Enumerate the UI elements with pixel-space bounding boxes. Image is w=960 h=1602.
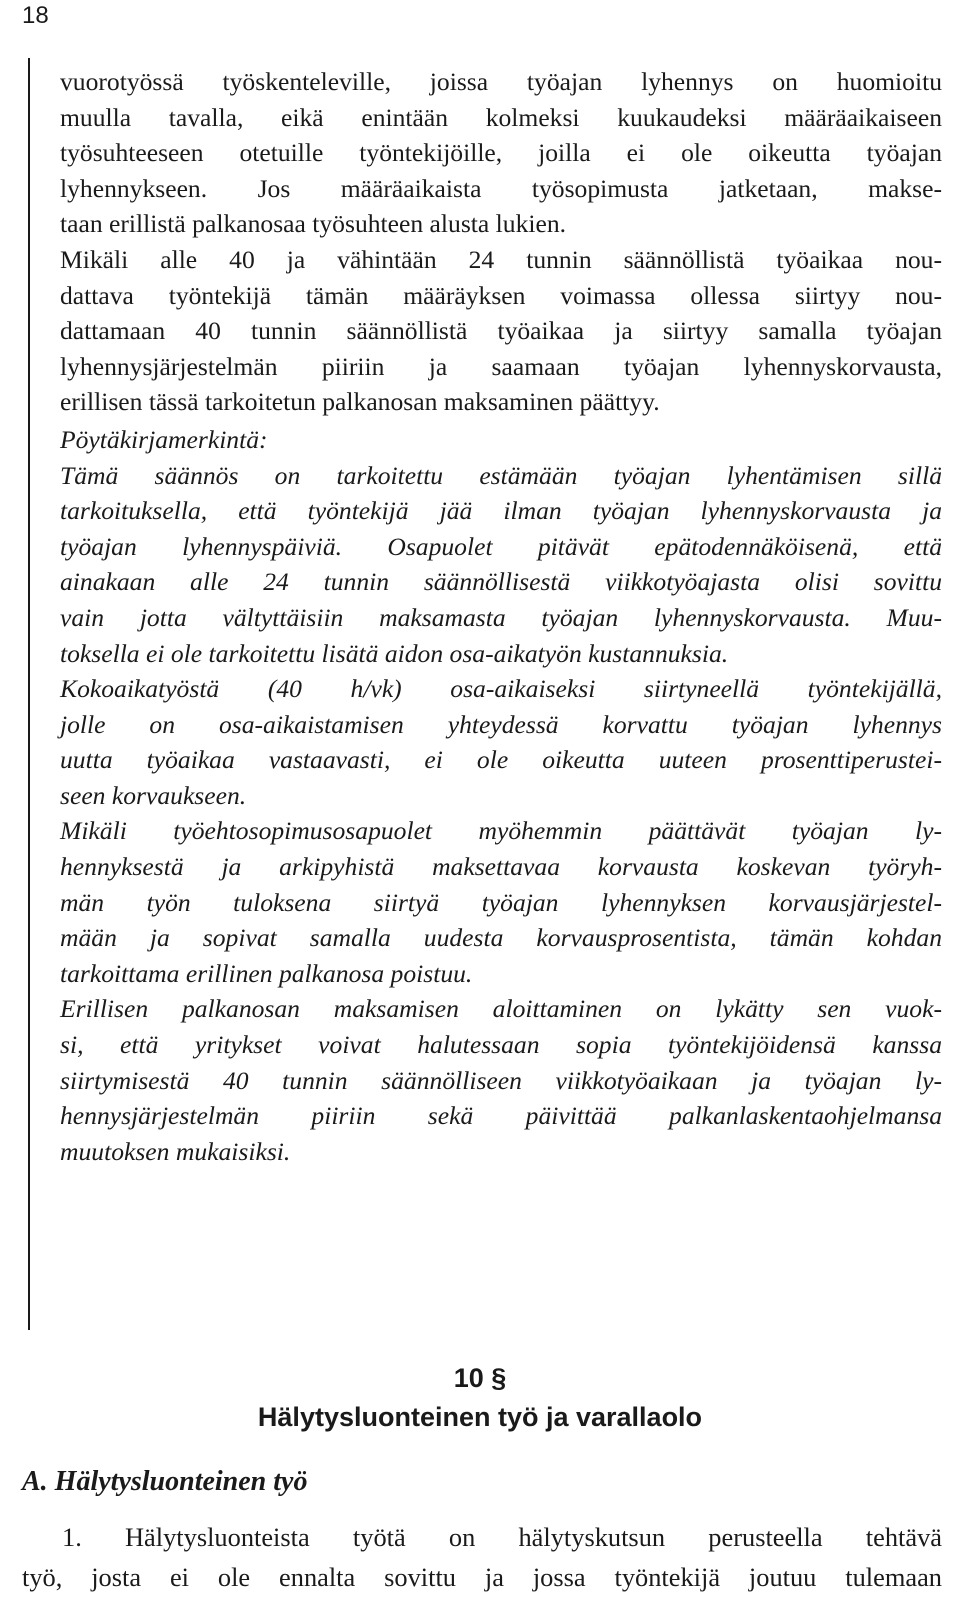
text-line: toksella ei ole tarkoitettu lisätä aidon osa-aikatyön kustannuksia. (60, 638, 729, 668)
note-label: Pöytäkirjamerkintä: (60, 424, 268, 454)
page-number: 18 (22, 2, 49, 29)
text-line: Tämä säännös on tarkoitettu estämään työajan lyhentämisen sillä (60, 460, 942, 490)
text-line: uutta työaikaa vastaavasti, ei ole oikeutta uuteen prosenttiperustei- (60, 745, 942, 775)
change-bar (28, 58, 30, 1330)
note-paragraph-2 (60, 671, 942, 813)
note-paragraph-3 (60, 813, 942, 991)
paragraph-1 (60, 64, 942, 242)
text-line: tarkoituksella, että työntekijä jää ilman työajan lyhennyskorvausta ja (60, 496, 942, 526)
text-line: män työn tuloksena siirtyä työajan lyhennyksen korvausjärjestel- (60, 887, 942, 917)
text-line: dattava työntekijä tämän määräyksen voimassa ollessa siirtyy nou- (60, 280, 942, 310)
text-line: ainakaan alle 24 tunnin säännöllisestä viikkotyöajasta olisi sovittu (60, 567, 942, 597)
text-line: mään ja sopivat samalla uudesta korvausprosentista, tämän kohdan (60, 923, 942, 953)
section-number: 10 § (453, 1363, 507, 1393)
text-line: työajan lyhennyspäiviä. Osapuolet pitävät epätodennäköisenä, että (60, 531, 942, 561)
text-line: Mikäli alle 40 ja vähintään 24 tunnin säännöllistä työaikaa nou- (60, 244, 942, 274)
text-line: työsuhteeseen otetuille työntekijöille, joilla ei ole oikeutta työajan (60, 138, 942, 168)
text-line: muulla tavalla, eikä enintään kolmeksi kuukaudeksi määräaikaiseen (60, 102, 942, 132)
text-line: vain jotta vältyttäisiin maksamasta työajan lyhennyskorvausta. Muu- (60, 602, 942, 632)
paragraph-2 (60, 242, 942, 420)
text-line: si, että yritykset voivat halutessaan sopia työntekijöidensä kanssa (60, 1030, 942, 1060)
text-line: Kokoaikatyöstä (40 h/vk) osa-aikaiseksi siirtyneellä työntekijällä, (60, 674, 942, 704)
text-line: lyhennysjärjestelmän piiriin ja saamaan työajan lyhennyskorvausta, (60, 351, 942, 381)
subsection-heading: A. Hälytysluonteinen työ (22, 1466, 308, 1497)
text-line: työ, josta ei ole ennalta sovittu ja jossa työntekijä joutuu tulemaan (22, 1562, 942, 1592)
note-paragraph-4 (60, 991, 942, 1169)
section-title: Hälytysluonteinen työ ja varallaolo (257, 1402, 703, 1432)
text-line: tarkoittama erillinen palkanosa poistuu. (60, 958, 473, 988)
body-text (60, 64, 942, 1169)
text-line: seen korvaukseen. (60, 780, 247, 810)
text-line: siirtymisestä 40 tunnin säännölliseen viikkotyöaikaan ja työajan ly- (60, 1065, 942, 1095)
item-1 (22, 1517, 942, 1597)
text-line: muutoksen mukaisiksi. (60, 1136, 291, 1166)
text-line: 1. Hälytysluonteista työtä on hälytyskutsun perusteella tehtävä (62, 1522, 942, 1552)
note-paragraph-1 (60, 458, 942, 672)
text-line: jolle on osa-aikaistamisen yhteydessä korvattu työajan lyhennys (60, 709, 942, 739)
text-line: lyhennykseen. Jos määräaikaista työsopimusta jatketaan, makse- (60, 173, 942, 203)
text-line: dattamaan 40 tunnin säännöllistä työaikaa ja siirtyy samalla työajan (60, 316, 942, 346)
text-line: hennysjärjestelmän piiriin sekä päivittää palkanlaskentaohjelmansa (60, 1101, 942, 1131)
text-line: taan erillistä palkanosaa työsuhteen alusta lukien. (60, 209, 567, 239)
text-line: hennyksestä ja arkipyhistä maksettavaa korvausta koskevan työryh- (60, 852, 942, 882)
text-line: Erillisen palkanosan maksamisen aloittaminen on lykätty sen vuok- (60, 994, 942, 1024)
text-line: vuorotyössä työskenteleville, joissa työajan lyhennys on huomioitu (60, 67, 942, 96)
text-line: Mikäli työehtosopimusosapuolet myöhemmin päättävät työajan ly- (60, 816, 942, 846)
text-line: erillisen tässä tarkoitetun palkanosan maksaminen päättyy. (60, 387, 660, 417)
